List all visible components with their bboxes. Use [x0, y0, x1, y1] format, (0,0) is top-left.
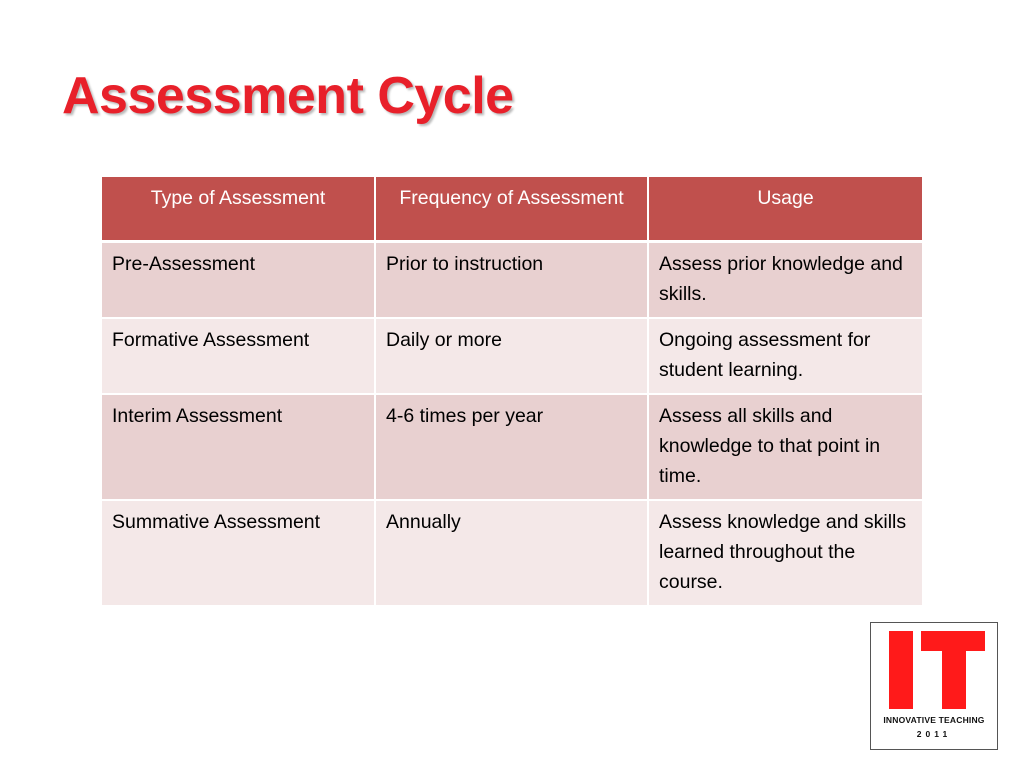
header-frequency-of-assessment: Frequency of Assessment — [375, 177, 648, 241]
cell-usage: Ongoing assessment for student learning. — [648, 318, 922, 394]
header-usage: Usage — [648, 177, 922, 241]
cell-frequency: Prior to instruction — [375, 241, 648, 318]
cell-usage: Assess all skills and knowledge to that point in time. — [648, 394, 922, 500]
cell-frequency: Annually — [375, 500, 648, 606]
slide-title: Assessment Cycle — [62, 67, 514, 125]
table-row — [102, 318, 922, 394]
table-header-row — [102, 177, 922, 241]
table-row — [102, 241, 922, 318]
cell-usage: Assess knowledge and skills learned throughout the course. — [648, 500, 922, 606]
header-type-of-assessment: Type of Assessment — [102, 177, 375, 241]
it-logo-mark — [881, 625, 989, 715]
logo-name: INNOVATIVE TEACHING — [883, 715, 985, 725]
table-row — [102, 500, 922, 606]
cell-type: Pre-Assessment — [102, 241, 375, 318]
cell-type: Summative Assessment — [102, 500, 375, 606]
cell-frequency: 4-6 times per year — [375, 394, 648, 500]
cell-frequency: Daily or more — [375, 318, 648, 394]
innovative-teaching-logo — [870, 622, 998, 750]
logo-year: 2011 — [916, 729, 952, 739]
cell-usage: Assess prior knowledge and skills. — [648, 241, 922, 318]
assessment-table — [102, 177, 922, 607]
cell-type: Interim Assessment — [102, 394, 375, 500]
table-row — [102, 394, 922, 500]
cell-type: Formative Assessment — [102, 318, 375, 394]
